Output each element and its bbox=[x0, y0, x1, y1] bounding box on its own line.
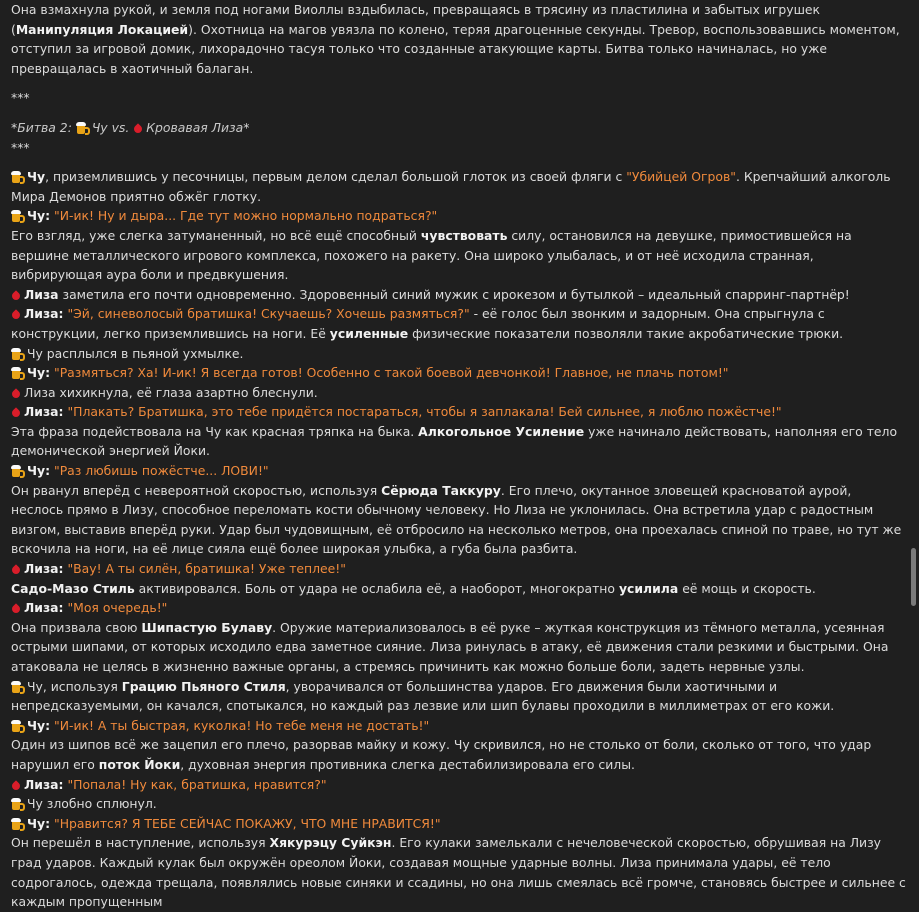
beer-icon bbox=[11, 798, 24, 810]
story-paragraph bbox=[11, 138, 907, 158]
text-run: Чу, используя bbox=[27, 678, 122, 694]
story-paragraph bbox=[11, 285, 907, 305]
text-run: , приземлившись у песочницы, первым делом сделал большой глоток из своей фляги с bbox=[45, 169, 627, 185]
text-run: Эта фраза подействовала на Чу как красная тряпка на быка. bbox=[11, 423, 419, 439]
text-run: . Его плечо, окутанное зловещей красноватой аурой, неслось прямо в Лизу, способное переломать кости обычному человеку. Но Лиза не уклонилась. Она встретила удар с радостным визгом, выставив вперёд руки. Удар был чудовищным, её отбросило на несколько метров, она проехалась спиной по траве, но тут же вскочила на ноги, на её лице сияла ещё более широкая улыбка, а губа была разбита. bbox=[11, 482, 902, 557]
story-paragraph bbox=[11, 794, 907, 814]
text-run: Чу расплылся в пьяной ухмылке. bbox=[27, 345, 244, 361]
beer-icon bbox=[76, 122, 89, 134]
dialogue-quote: "Плакать? Братишка, это тебе придётся постараться, чтобы я заплакала! Бей сильнее, я люблю пожёстче!" bbox=[67, 404, 782, 420]
story-paragraph bbox=[11, 579, 907, 599]
text-run: . Его кулаки замелькали с нечеловеческой скоростью, обрушивая на Лизу град ударов. Каждый кулак был окружён ореолом Йоки, создавая мощные ударные волны. Лиза принимала удары, её тело содрогалось, одежда трещала, появлялись новые синяки и ссадины, но она лишь смеялась всё громче, становясь быстрее и сильнее с каждым пропущенным bbox=[11, 835, 906, 910]
text-run: Он перешёл в наступление, используя bbox=[11, 835, 270, 851]
dialogue-quote: "Раз любишь пожёстче... ЛОВИ!" bbox=[54, 463, 269, 479]
story-paragraph bbox=[11, 422, 907, 461]
blood-drop-icon bbox=[11, 406, 21, 418]
bold-term: усиленные bbox=[329, 325, 409, 341]
text-run: Он рванул вперёд с невероятной скоростью, используя bbox=[11, 482, 382, 498]
text-run: ). Охотница на магов увязла по колено, теряя драгоценные секунды. Тревор, воспользовавшись моментом, отступил за игровой домик, лихорадочно тасуя только что созданные атакующие карты. Битва только начиналась, но уже превращалась в хаотичный балаган. bbox=[11, 21, 900, 76]
bold-term: Грацию Пьяного Стиля bbox=[121, 678, 286, 694]
story-paragraph bbox=[11, 559, 907, 579]
beer-icon bbox=[11, 171, 24, 183]
blood-drop-icon bbox=[11, 602, 21, 614]
bold-term: Хякурэцу Суйкэн bbox=[269, 835, 392, 851]
story-paragraph bbox=[11, 363, 907, 383]
bold-term: Лиза: bbox=[24, 404, 64, 420]
bold-term: Манипуляция Локацией bbox=[15, 21, 189, 37]
paragraph-spacer bbox=[11, 108, 907, 118]
bold-term: Чу: bbox=[27, 717, 51, 733]
text-run: Она взмахнула рукой, и земля под ногами Виоллы вздыбилась, превращаясь в трясину из пластилина и забытых игрушек ( bbox=[11, 2, 821, 37]
text-run: , уворачивался от большинства ударов. Его движения были хаотичными и непредсказуемыми, он качался, спотыкался, но каждый раз лезвие или шип булавы проходили в миллиметрах от его кожи. bbox=[11, 678, 835, 714]
bold-term: поток Йоки bbox=[98, 756, 181, 772]
text-run: Лиза хихикнула, её глаза азартно блеснули. bbox=[24, 384, 318, 400]
bold-term: Лиза: bbox=[24, 561, 64, 577]
bold-term: Шипастую Булаву bbox=[141, 619, 273, 635]
story-paragraph bbox=[11, 118, 907, 138]
dialogue-quote: "Попала! Ну как, братишка, нравится?" bbox=[67, 776, 327, 792]
italic-text: Битва 2: bbox=[17, 119, 76, 135]
bold-term: усилила bbox=[618, 580, 679, 596]
bold-term: Лиза: bbox=[24, 306, 64, 322]
story-paragraph bbox=[11, 598, 907, 618]
paragraph-spacer bbox=[11, 157, 907, 167]
dialogue-quote: "И-ик! А ты быстрая, куколка! Но тебе меня не достать!" bbox=[54, 717, 430, 733]
beer-icon bbox=[11, 367, 24, 379]
text-run: . Крепчайший алкоголь Мира Демонов приятно обжёг глотку. bbox=[11, 169, 891, 204]
beer-icon bbox=[11, 465, 24, 477]
text-run: . Оружие материализовалось в её руке – жуткая конструкция из тёмного металла, усеянная острыми шипами, от которых исходило едва заметное сияние. Лиза ринулась в атаку, её движения стали резкими и быстрыми. Она атаковала не целясь в жизненно важные органы, а стремясь причинить как можно больше боли, задеть нервные узлы. bbox=[11, 619, 889, 674]
story-paragraph bbox=[11, 833, 907, 911]
text-run: * bbox=[243, 119, 250, 135]
dialogue-quote: "Вау! А ты силён, братишка! Уже теплее!" bbox=[67, 561, 346, 577]
text-run: силу, остановился на девушке, примостившейся на вершине металлического игрового комплекса, похожего на ракету. Она широко улыбалась, и от неё исходила странная, вибрирующая аура боли и предвкушения. bbox=[11, 227, 852, 283]
text-run: *** bbox=[11, 139, 30, 155]
text-run: , духовная энергия противника слегка дестабилизировала его силы. bbox=[180, 756, 635, 772]
bold-term: Садо-Мазо Стиль bbox=[11, 580, 135, 596]
blood-drop-icon bbox=[11, 308, 21, 320]
bold-term: Лиза: bbox=[24, 776, 64, 792]
text-run: её мощь и скорость. bbox=[678, 580, 816, 596]
bold-term: Чу: bbox=[27, 365, 51, 381]
bold-term: чувствовать bbox=[420, 227, 508, 243]
story-paragraph bbox=[11, 814, 907, 834]
story-paragraph bbox=[11, 206, 907, 226]
blood-drop-icon bbox=[11, 387, 21, 399]
dialogue-quote: "И-ик! Ну и дыра... Где тут можно нормально подраться?" bbox=[54, 208, 438, 224]
story-paragraph bbox=[11, 402, 907, 422]
story-paragraph bbox=[11, 88, 907, 108]
blood-drop-icon bbox=[133, 122, 143, 134]
story-paragraph bbox=[11, 775, 907, 795]
italic-text: Кровавая Лиза bbox=[146, 119, 244, 135]
dialogue-quote: "Размяться? Ха! И-ик! Я всегда готов! Особенно с такой боевой девчонкой! Главное, не плачь потом!" bbox=[54, 365, 729, 381]
text-run: активировался. Боль от удара не ослабила её, а наоборот, многократно bbox=[134, 580, 619, 596]
dialogue-quote: "Эй, синеволосый братишка! Скучаешь? Хочешь размяться?" bbox=[67, 306, 470, 322]
text-run: Она призвала свою bbox=[11, 619, 142, 635]
beer-icon bbox=[11, 681, 24, 693]
bold-term: Лиза: bbox=[24, 600, 64, 616]
bold-term: Чу: bbox=[27, 463, 51, 479]
story-paragraph bbox=[11, 735, 907, 774]
story-paragraph bbox=[11, 167, 907, 206]
story-paragraph bbox=[11, 304, 907, 343]
story-paragraph bbox=[11, 716, 907, 736]
bold-term: Лиза bbox=[24, 286, 59, 302]
bold-term: Сёрюда Таккуру bbox=[381, 482, 501, 498]
scrollbar-thumb[interactable] bbox=[911, 548, 916, 606]
beer-icon bbox=[11, 720, 24, 732]
text-run: физические показатели позволяли такие акробатические трюки. bbox=[408, 325, 844, 341]
blood-drop-icon bbox=[11, 289, 21, 301]
beer-icon bbox=[11, 210, 24, 222]
text-run: *** bbox=[11, 90, 30, 106]
story-paragraph bbox=[11, 383, 907, 403]
story-paragraph bbox=[11, 481, 907, 559]
story-paragraph bbox=[11, 461, 907, 481]
text-run: Его взгляд, уже слегка затуманенный, но всё ещё способный bbox=[11, 227, 421, 243]
story-paragraph bbox=[11, 0, 907, 78]
bold-term: Чу: bbox=[27, 208, 51, 224]
dialogue-quote: "Убийцей Огров" bbox=[626, 169, 736, 185]
story-paragraph bbox=[11, 618, 907, 677]
paragraph-spacer bbox=[11, 78, 907, 88]
dialogue-quote: "Нравится? Я ТЕБЕ СЕЙЧАС ПОКАЖУ, ЧТО МНЕ НРАВИТСЯ!" bbox=[54, 815, 441, 831]
beer-icon bbox=[11, 818, 24, 830]
italic-text: Чу vs. bbox=[91, 119, 134, 135]
blood-drop-icon bbox=[11, 779, 21, 791]
dialogue-quote: "Моя очередь!" bbox=[67, 600, 168, 616]
text-run: Один из шипов всё же зацепил его плечо, разорвав майку и кожу. Чу скривился, но не столько от боли, сколько от того, что удар нарушил его bbox=[11, 737, 872, 772]
chat-message-body bbox=[11, 0, 907, 912]
beer-icon bbox=[11, 348, 24, 360]
text-run: - её голос был звонким и задорным. Она спрыгнула с конструкции, легко приземлившись на ноги. Её bbox=[11, 306, 825, 341]
blood-drop-icon bbox=[11, 563, 21, 575]
story-paragraph bbox=[11, 226, 907, 285]
text-run: уже начинало действовать, наполняя его тело демонической энергией Йоки. bbox=[11, 423, 898, 459]
story-paragraph bbox=[11, 344, 907, 364]
bold-term: Алкогольное Усиление bbox=[418, 423, 585, 439]
text-run: * bbox=[11, 119, 18, 135]
text-run: заметила его почти одновременно. Здоровенный синий мужик с ирокезом и бутылкой – идеальный спарринг-партнёр! bbox=[58, 286, 850, 302]
story-paragraph bbox=[11, 677, 907, 716]
bold-term: Чу: bbox=[27, 815, 51, 831]
bold-term: Чу bbox=[27, 169, 46, 185]
text-run: Чу злобно сплюнул. bbox=[27, 796, 157, 812]
